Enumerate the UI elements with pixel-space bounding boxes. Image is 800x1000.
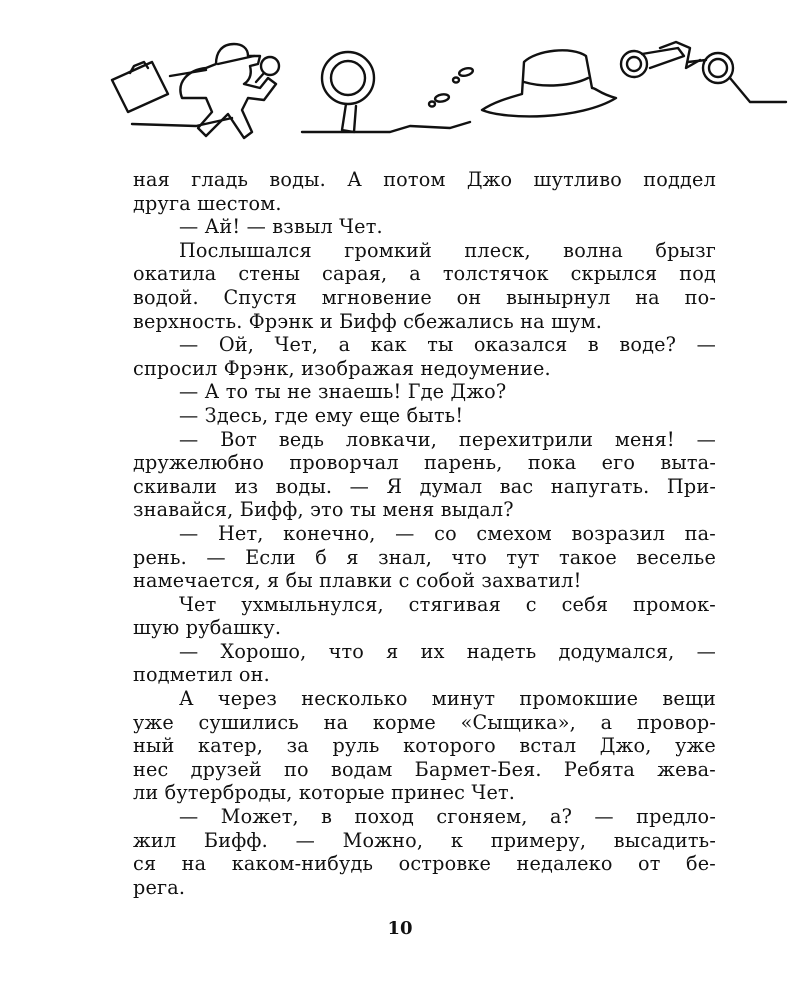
text-line: нес друзей по водам Бармет-Бея. Ребята жева- (133, 757, 716, 781)
page-number: 10 (387, 918, 413, 939)
text-line: — Ай! — взвыл Чет. (179, 215, 383, 239)
detective-banner-illustration (110, 28, 790, 148)
text-line: ся на каком-нибудь островке недалеко от бе- (133, 852, 716, 876)
text-line: — Нет, конечно, — со смехом возразил па- (179, 521, 716, 545)
text-line: спросил Фрэнк, изображая недоумение. (133, 356, 551, 380)
text-line: ли бутерброды, которые принес Чет. (133, 781, 516, 805)
text-line: друга шестом. (133, 191, 282, 215)
text-line: — Может, в поход сгоняем, а? — предло- (179, 805, 716, 829)
text-line: Послышался громкий плеск, волна брызг (179, 238, 716, 262)
text-line: скивали из воды. — Я думал вас напугать. При- (133, 474, 716, 498)
text-line: уже сушились на корме «Сыщика», а провор- (133, 710, 716, 734)
text-line: — Здесь, где ему еще быть! (179, 403, 464, 427)
binoculars-icon (621, 42, 786, 102)
text-line: Чет ухмыльнулся, стягивая с себя промок- (179, 592, 716, 616)
footprints-icon (429, 67, 474, 107)
text-line: подметил он. (133, 663, 270, 687)
text-line: жил Бифф. — Можно, к примеру, высадить- (133, 828, 716, 852)
body-text (133, 168, 716, 899)
text-line: дружелюбно проворчал парень, пока его выта- (133, 451, 716, 475)
briefcase-icon (112, 62, 168, 112)
hat-icon (482, 50, 616, 116)
text-line: окатила стены сарая, а толстячок скрылся под (133, 262, 716, 286)
trail-line (302, 122, 470, 132)
text-line: ный катер, за руль которого встал Джо, уже (133, 734, 716, 758)
text-line: ная гладь воды. А потом Джо шутливо поддел (133, 168, 716, 191)
text-line: намечается, я бы плавки с собой захватил! (133, 569, 582, 593)
text-line: рега. (133, 875, 186, 899)
text-line: — Ой, Чет, а как ты оказался в воде? — (179, 333, 716, 357)
text-line: знавайся, Бифф, это ты меня выдал? (133, 498, 514, 522)
text-line: А через несколько минут промокшие вещи (179, 687, 716, 711)
text-line: верхность. Фрэнк и Бифф сбежались на шум. (133, 309, 603, 333)
text-line: — Вот ведь ловкачи, перехитрили меня! — (179, 427, 716, 451)
magnifying-glass-icon (322, 52, 374, 132)
text-line: рень. — Если б я знал, что тут такое веселье (133, 545, 716, 569)
text-line: — А то ты не знаешь! Где Джо? (179, 380, 507, 404)
text-line: шую рубашку. (133, 616, 282, 640)
text-line: водой. Спустя мгновение он вынырнул на по- (133, 285, 716, 309)
text-line: — Хорошо, что я их надеть додумался, — (179, 639, 716, 663)
